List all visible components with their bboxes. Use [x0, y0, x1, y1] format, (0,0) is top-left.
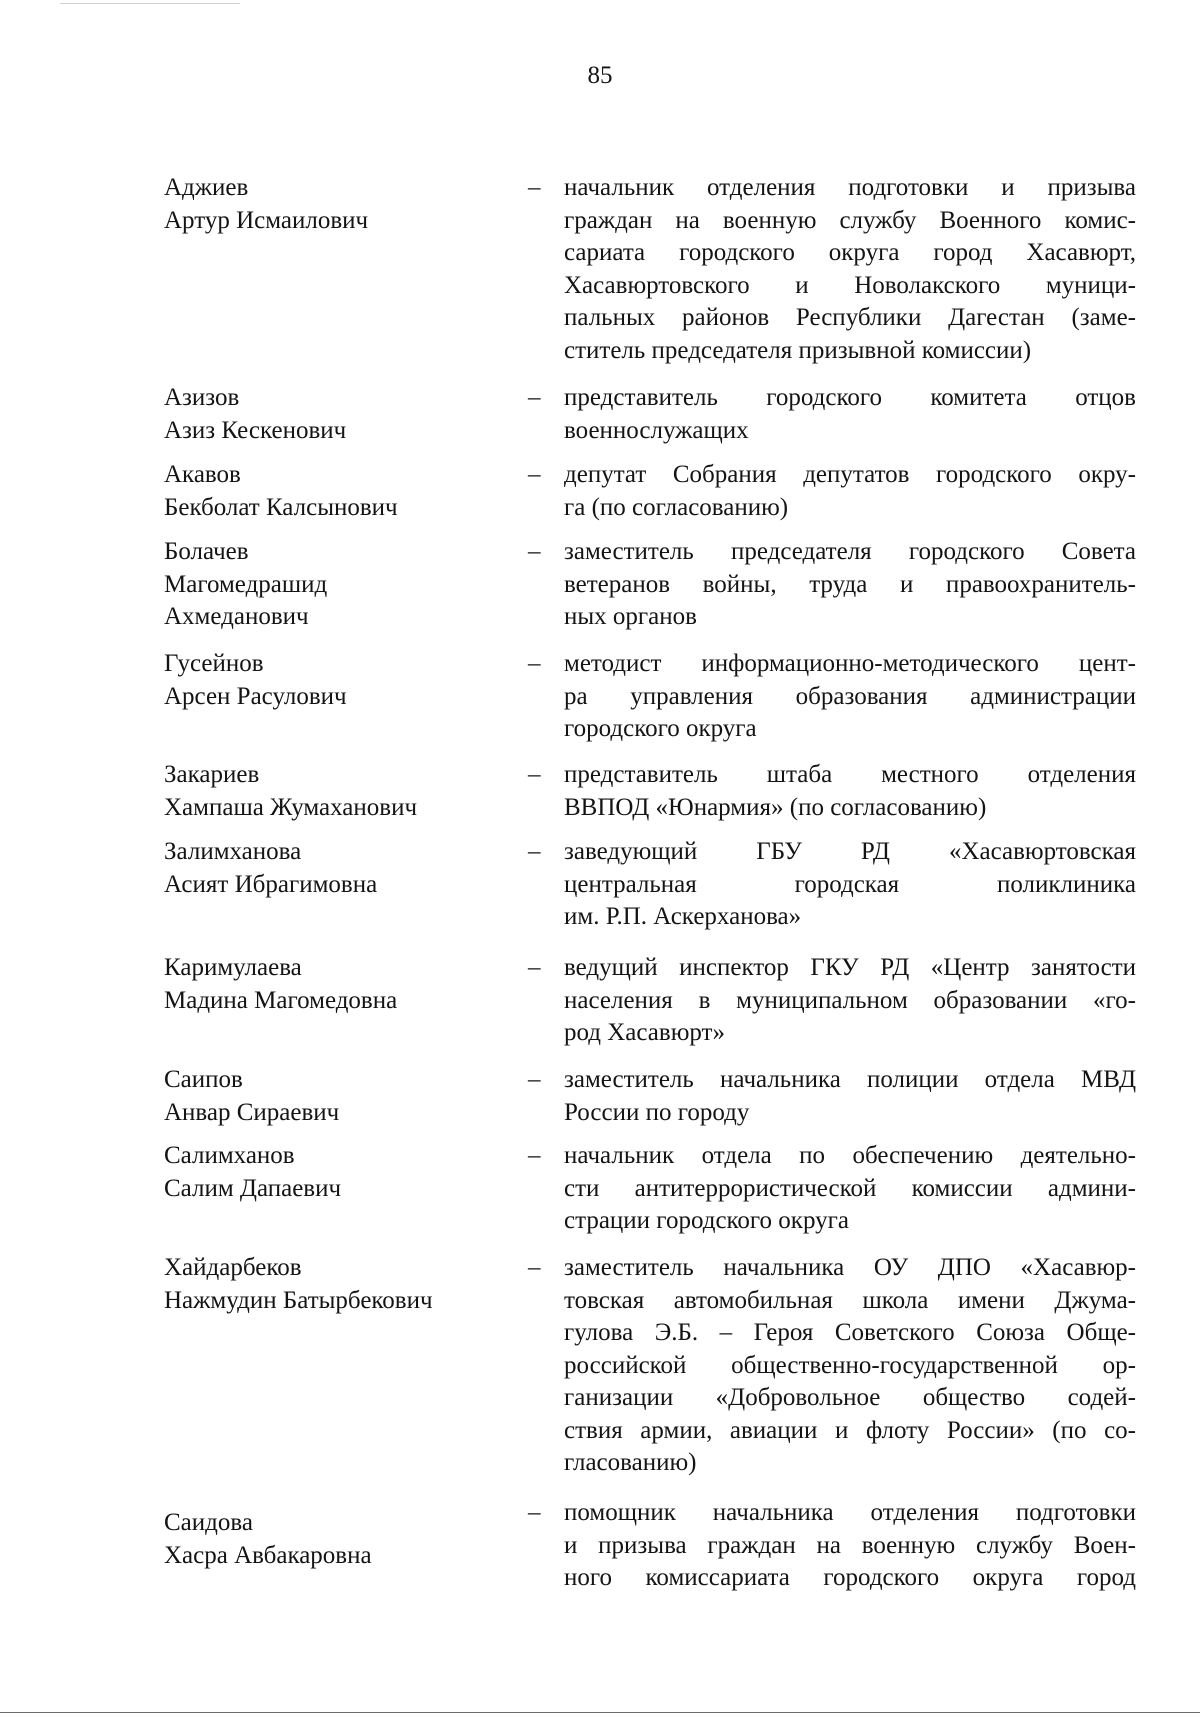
dash-separator: – [528, 1066, 541, 1093]
member-given-name: Анвар Сираевич [164, 1098, 340, 1126]
position-line: пальных районов Республики Дагестан (заме- [564, 304, 1136, 331]
position-line: Хасавюртовского и Новолакского муници- [564, 271, 1136, 299]
dash-separator: – [528, 384, 541, 411]
member-position [564, 648, 1136, 746]
position-line: страции городского округа [564, 1207, 849, 1234]
position-line: начальник отделения подготовки и призыва [564, 174, 1136, 201]
position-line: российской общественно-государственной ор- [564, 1351, 1136, 1379]
member-position [564, 1252, 1136, 1480]
position-line: заведующий ГБУ РД «Хасавюртовская [564, 838, 1136, 865]
member-given-name: Нажмудин Батырбекович [164, 1286, 433, 1314]
member-name [164, 382, 494, 447]
dash-separator: – [528, 1254, 541, 1281]
dash-separator: – [528, 954, 541, 981]
member-given-name: Салим Дапаевич [164, 1174, 342, 1202]
position-line: га (по согласованию) [564, 493, 789, 521]
member-surname: Саидова [164, 1509, 253, 1536]
member-surname: Хайдарбеков [164, 1254, 302, 1281]
position-line: и призыва граждан на военную службу Воен- [564, 1531, 1136, 1559]
position-line: гласованию) [564, 1449, 697, 1476]
member-name [164, 759, 494, 824]
member-name [164, 648, 494, 713]
position-line: гулова Э.Б. – Героя Советского Союза Обще- [564, 1319, 1136, 1346]
position-line: им. Р.П. Аскерханова» [564, 903, 802, 930]
member-given-name: Асият Ибрагимовна [164, 870, 378, 898]
position-line: ра управления образования администрации [564, 682, 1136, 710]
position-line: ведущий инспектор ГКУ РД «Центр занятости [564, 954, 1136, 981]
position-line: представитель штаба местного отделения [564, 761, 1136, 788]
member-given-name: Магомедрашид [164, 570, 328, 598]
member-given-name: Хампаша Жумаханович [164, 793, 418, 821]
dash-separator: – [528, 650, 541, 677]
member-name [164, 1140, 494, 1205]
member-surname: Каримулаева [164, 954, 302, 981]
member-surname: Закариев [164, 761, 260, 788]
position-line: центральная городская поликлиника [564, 870, 1136, 898]
member-name [164, 1064, 494, 1129]
member-name [164, 1507, 494, 1572]
position-line: помощник начальника отделения подготовки [564, 1499, 1136, 1526]
scan-edge-line [0, 1712, 1200, 1713]
position-line: России по городу [564, 1098, 750, 1126]
member-given-name: Бекболат Калсынович [164, 493, 398, 521]
position-line: товская автомобильная школа имени Джума- [564, 1286, 1136, 1314]
position-line: род Хасавюрт» [564, 1019, 725, 1046]
position-line: населения в муниципальном образовании «го- [564, 986, 1136, 1014]
position-line: ствия армии, авиации и флоту России» (по со- [564, 1416, 1136, 1444]
scan-edge-line [60, 3, 240, 4]
member-given-name: Мадина Магомедовна [164, 986, 398, 1014]
position-line: городского округа [564, 715, 757, 742]
dash-separator: – [528, 761, 541, 788]
position-line: заместитель начальника ОУ ДПО «Хасавюр- [564, 1254, 1136, 1281]
dash-separator: – [528, 461, 541, 488]
position-line: начальник отдела по обеспечению деятельно- [564, 1142, 1136, 1169]
position-line: военнослужащих [564, 416, 749, 444]
member-surname: Саипов [164, 1066, 243, 1093]
position-line: сти антитеррористической комиссии админи- [564, 1174, 1136, 1202]
member-name [164, 172, 494, 237]
member-surname: Акавов [164, 461, 241, 488]
member-position [564, 536, 1136, 634]
member-position [564, 1064, 1136, 1129]
position-line: депутат Собрания депутатов городского окру- [564, 461, 1136, 488]
member-position [564, 836, 1136, 934]
member-surname: Гусейнов [164, 650, 264, 677]
member-given-name: Азиз Кескенович [164, 416, 347, 444]
position-line: заместитель председателя городского Совета [564, 538, 1136, 565]
member-position [564, 1497, 1136, 1595]
member-position [564, 459, 1136, 524]
position-line: заместитель начальника полиции отдела МВД [564, 1066, 1136, 1093]
dash-separator: – [528, 174, 541, 201]
position-line: представитель городского комитета отцов [564, 384, 1136, 411]
member-position [564, 759, 1136, 824]
member-position [564, 952, 1136, 1050]
member-name [164, 459, 494, 524]
member-surname: Салимханов [164, 1142, 295, 1169]
member-position [564, 1140, 1136, 1238]
position-line: ститель председателя призывной комиссии) [564, 336, 1032, 364]
dash-separator: – [528, 1142, 541, 1169]
member-name [164, 1252, 494, 1317]
dash-separator: – [528, 838, 541, 865]
position-line: ВВПОД «Юнармия» (по согласованию) [564, 793, 987, 821]
member-surname: Болачев [164, 538, 249, 565]
dash-separator: – [528, 538, 541, 565]
member-name [164, 952, 494, 1017]
member-given-name: Арсен Расулович [164, 682, 347, 710]
position-line: методист информационно-методического цент- [564, 650, 1136, 677]
position-line: ных органов [564, 603, 697, 630]
member-name [164, 536, 494, 634]
member-given-name: Хасра Авбакаровна [164, 1541, 372, 1569]
member-surname: Азизов [164, 384, 240, 411]
position-line: сариата городского округа город Хасавюрт, [564, 239, 1136, 266]
position-line: граждан на военную службу Военного комис- [564, 206, 1136, 234]
member-given-name: Артур Исмаилович [164, 206, 369, 234]
member-name [164, 836, 494, 901]
position-line: ного комиссариата городского округа город [564, 1564, 1136, 1591]
position-line: ганизации «Добровольное общество содей- [564, 1384, 1136, 1411]
position-line: ветеранов войны, труда и правоохранитель- [564, 570, 1136, 598]
member-patronymic: Ахмеданович [164, 603, 309, 630]
member-position [564, 382, 1136, 447]
member-surname: Залимханова [164, 838, 302, 865]
member-position [564, 172, 1136, 367]
member-surname: Аджиев [164, 174, 249, 201]
dash-separator: – [528, 1499, 541, 1526]
page-number: 85 [587, 62, 613, 89]
